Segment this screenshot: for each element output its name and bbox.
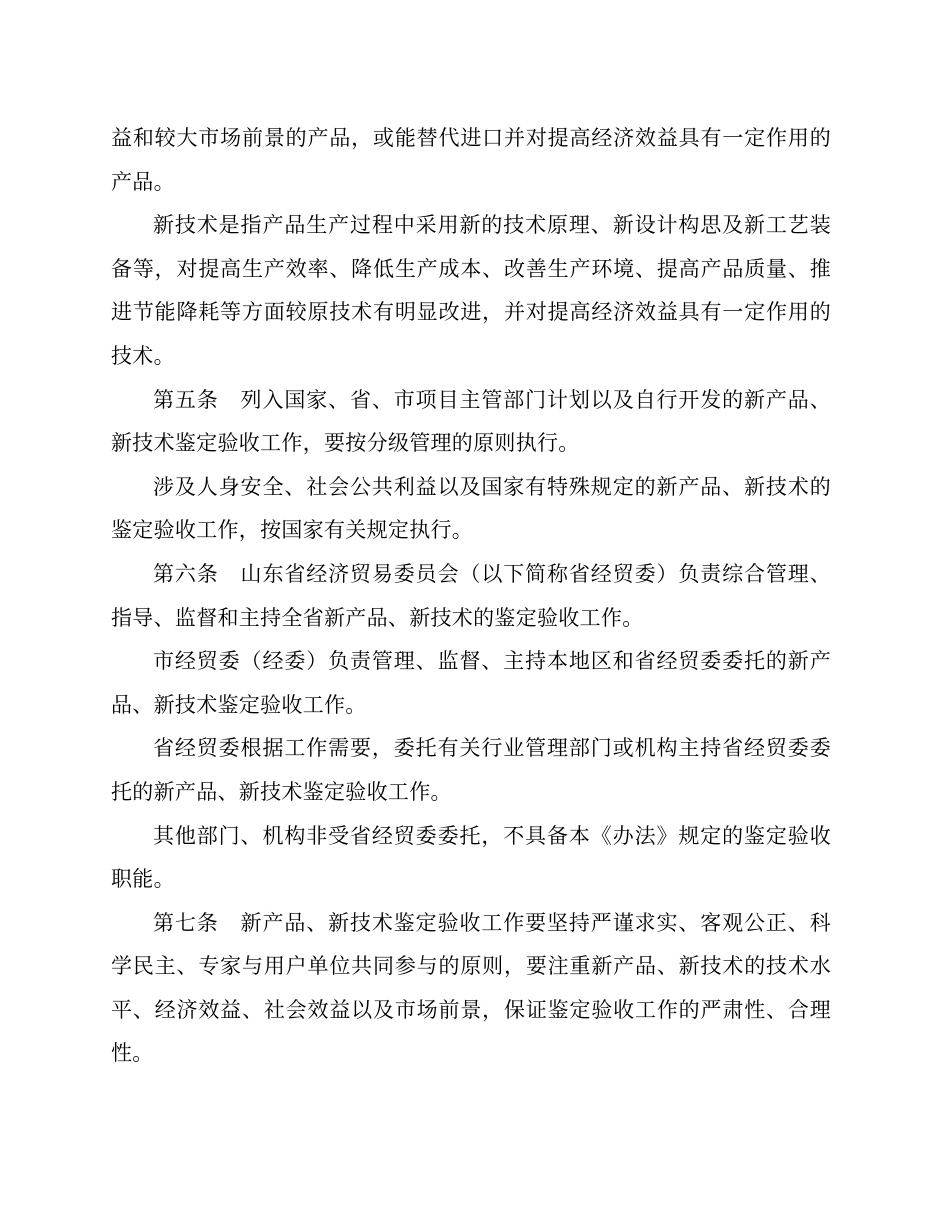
paragraph-article-5: 第五条 列入国家、省、市项目主管部门计划以及自行开发的新产品、新技术鉴定验收工作，要按分级管理的原则执行。 (111, 387, 831, 456)
paragraph-article-6-city: 市经贸委（经委）负责管理、监督、主持本地区和省经贸委委托的新产品、新技术鉴定验收工作。 (111, 649, 831, 717)
paragraph-article-5-safety: 涉及人身安全、社会公共利益以及国家有特殊规定的新产品、新技术的鉴定验收工作，按国家有关规定执行。 (111, 474, 831, 543)
paragraph-article-7: 第七条 新产品、新技术鉴定验收工作要坚持严谨求实、客观公正、科学民主、专家与用户单位共同参与的原则，要注重新产品、新技术的技术水平、经济效益、社会效益以及市场前景，保证鉴定验收工作的严肃性、合理性。 (111, 910, 831, 1066)
paragraph-article-6-entrust: 省经贸委根据工作需要，委托有关行业管理部门或机构主持省经贸委委托的新产品、新技术鉴定验收工作。 (111, 736, 831, 804)
paragraph-article-6-other: 其他部门、机构非受省经贸委委托，不具备本《办法》规定的鉴定验收职能。 (111, 823, 831, 892)
paragraph-article-6: 第六条 山东省经济贸易委员会（以下简称省经贸委）负责综合管理、指导、监督和主持全省新产品、新技术的鉴定验收工作。 (111, 561, 831, 630)
paragraph-continuation: 益和较大市场前景的产品，或能替代进口并对提高经济效益具有一定作用的产品。 (111, 126, 831, 194)
document-body (111, 117, 831, 1076)
paragraph-new-technology-definition: 新技术是指产品生产过程中采用新的技术原理、新设计构思及新工艺装备等，对提高生产效率、降低生产成本、改善生产环境、提高产品质量、推进节能降耗等方面较原技术有明显改进，并对提高经济效益具有一定作用的技术。 (111, 213, 831, 368)
